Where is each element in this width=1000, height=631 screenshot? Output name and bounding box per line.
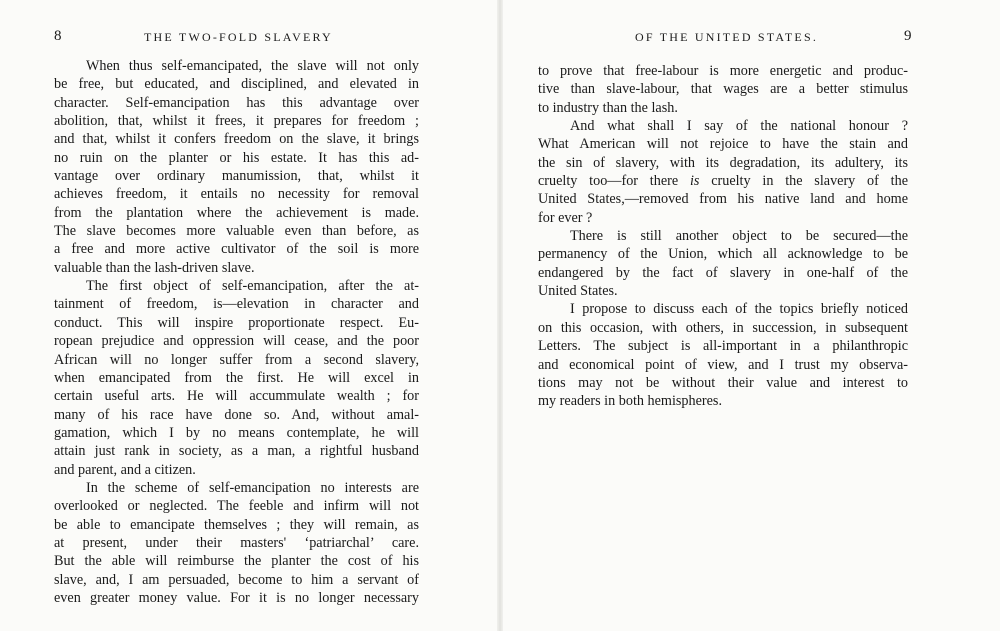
text-line: endangered by the fact of slavery in one-half of the xyxy=(538,264,908,281)
text-line: certain useful arts. He will accummulate wealth ; for xyxy=(54,388,419,405)
page-number-left: 8 xyxy=(54,28,62,44)
text-line: What American will not rejoice to have the stain and xyxy=(538,136,908,153)
left-page-body xyxy=(54,57,419,607)
text-line: overlooked or neglected. The feeble and infirm will not xyxy=(54,498,419,515)
text-line: African will no longer suffer from a second slavery, xyxy=(54,351,419,368)
text-line: abolition, that, whilst it frees, it prepares for freedom ; xyxy=(54,113,419,130)
text-line: and economical point of view, and I trust my observa- xyxy=(538,356,908,373)
running-head-right: OF THE UNITED STATES. xyxy=(635,30,819,44)
text-line: vantage over ordinary manumission, that, whilst it xyxy=(54,168,419,185)
page-number-right: 9 xyxy=(904,28,912,44)
right-page-body xyxy=(538,62,908,411)
text-line: be able to emancipate themselves ; they will remain, as xyxy=(54,516,419,533)
text-line: achieves freedom, it entails no necessity for removal xyxy=(54,186,419,203)
text-line: many of his race have done so. And, without amal- xyxy=(54,406,419,423)
text-line: And what shall I say of the national honour ? xyxy=(570,118,908,135)
text-line: United States. xyxy=(538,283,618,300)
text-line: when emancipated from the first. He will excel in xyxy=(54,369,419,386)
text-line: There is still another object to be secured—the xyxy=(570,228,908,245)
text-line: to industry than the lash. xyxy=(538,99,678,116)
text-line: and that, whilst it confers freedom on the slave, it brings xyxy=(54,131,419,148)
text-line: cruelty too—for there is cruelty in the slavery of the xyxy=(538,173,908,190)
text-line: at present, under their masters' ‘patriarchal’ care. xyxy=(54,534,419,551)
text-line: gamation, which I by no means contemplate, he will xyxy=(54,424,419,441)
text-line: the sin of slavery, with its degradation, its adultery, its xyxy=(538,154,908,171)
text-line: even greater money value. For it is no longer necessary xyxy=(54,589,419,606)
running-head-left: THE TWO-FOLD SLAVERY xyxy=(144,30,333,44)
text-line: for ever ? xyxy=(538,209,593,226)
text-line: tions may not be without their value and interest to xyxy=(538,374,908,391)
text-line: tainment of freedom, is—elevation in character and xyxy=(54,296,419,313)
text-line: to prove that free-labour is more energetic and produc- xyxy=(538,63,908,79)
text-line: from the plantation where the achievement is made. xyxy=(54,204,419,221)
text-line: a free and more active cultivator of the soil is more xyxy=(54,241,419,258)
text-line: no ruin on the planter or his estate. It has this ad- xyxy=(54,149,419,166)
text-line: The slave becomes more valuable even than before, as xyxy=(54,223,419,240)
text-line: my readers in both hemispheres. xyxy=(538,393,722,410)
text-line: In the scheme of self-emancipation no interests are xyxy=(86,479,419,496)
text-line: permanency of the Union, which all acknowledge to be xyxy=(538,246,908,263)
text-line: Letters. The subject is all-important in a philanthropic xyxy=(538,338,908,355)
text-line: be free, but educated, and disciplined, and elevated in xyxy=(54,76,419,93)
text-line: tive than slave-labour, that wages are a better stimulus xyxy=(538,81,908,98)
text-line: character. Self-emancipation has this advantage over xyxy=(54,94,419,111)
text-line: valuable than the lash-driven slave. xyxy=(54,259,255,276)
text-line: But the able will reimburse the planter the cost of his xyxy=(54,553,419,570)
text-line: ropean prejudice and oppression will cease, and the poor xyxy=(54,333,419,350)
text-line: The first object of self-emancipation, after the at- xyxy=(86,278,419,295)
text-line: on this occasion, with others, in succession, in subsequent xyxy=(538,319,908,336)
text-line: conduct. This will inspire proportionate respect. Eu- xyxy=(54,314,419,331)
text-line: and parent, and a citizen. xyxy=(54,461,196,478)
text-line: United States,—removed from his native land and home xyxy=(538,191,908,208)
text-line: When thus self-emancipated, the slave will not only xyxy=(86,58,419,74)
text-line: slave, and, I am persuaded, become to him a servant of xyxy=(54,571,419,588)
text-line: attain just rank in society, as a man, a rightful husband xyxy=(54,443,419,460)
text-line: I propose to discuss each of the topics briefly noticed xyxy=(570,301,908,318)
